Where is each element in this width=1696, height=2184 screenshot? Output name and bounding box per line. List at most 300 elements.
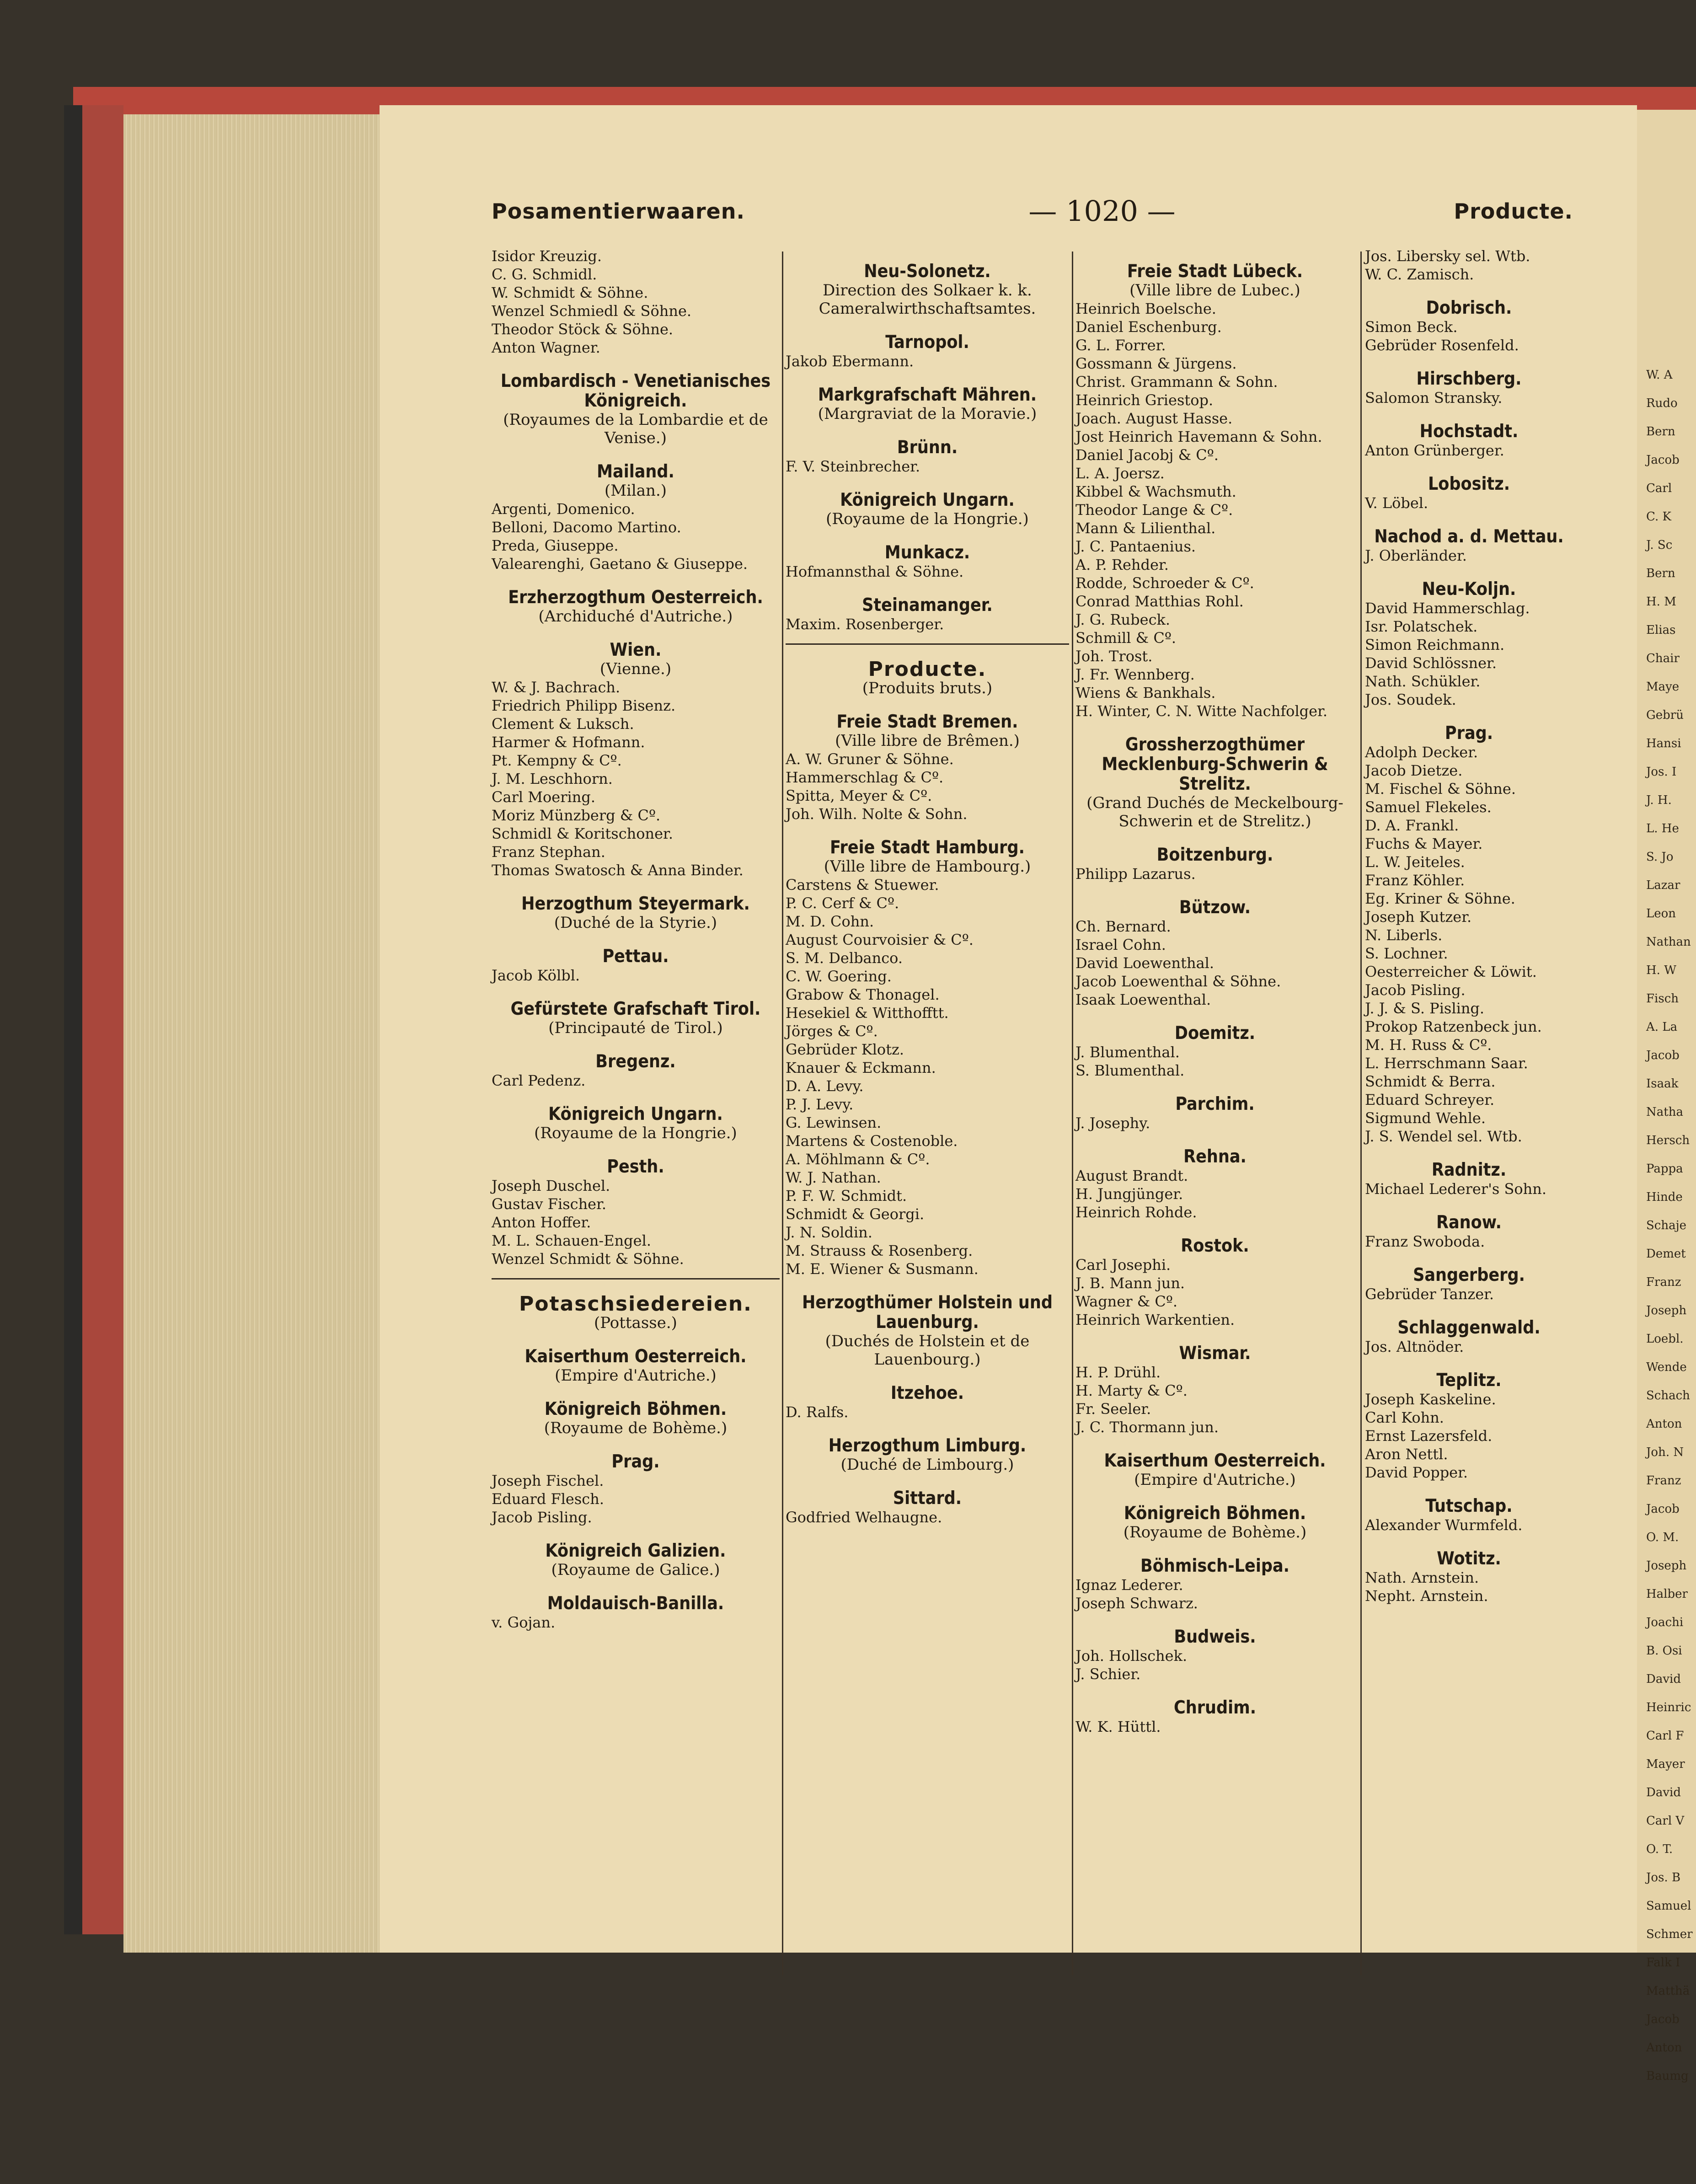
- firm-entry: Gebrüder Klotz.: [786, 1041, 904, 1058]
- firm-entry: Conrad Matthias Rohl.: [1075, 593, 1244, 610]
- next-page-text: Jos. I: [1646, 765, 1677, 779]
- firm-entry: David Popper.: [1365, 1464, 1468, 1481]
- next-page-text: J. H.: [1646, 793, 1672, 807]
- firm-entry: J. Blumenthal.: [1075, 1044, 1180, 1061]
- firm-entry: Joh. Hollschek.: [1075, 1647, 1188, 1665]
- place-heading: Hochstadt.: [1419, 421, 1519, 442]
- french-subtitle: (Ville libre de Lubec.): [1129, 281, 1300, 300]
- firm-entry: Prokop Ratzenbeck jun.: [1365, 1018, 1542, 1035]
- firm-entry: H. Jungjünger.: [1075, 1185, 1183, 1203]
- french-subtitle: (Pottasse.): [594, 1314, 677, 1332]
- firm-entry: Jacob Loewenthal & Söhne.: [1075, 973, 1281, 990]
- firm-entry: Hammerschlag & Cº.: [786, 769, 944, 786]
- firm-entry: J. C. Pantaenius.: [1075, 538, 1196, 555]
- next-page-text: Leon: [1646, 907, 1676, 921]
- place-heading: Königreich Galizien.: [545, 1541, 726, 1561]
- firm-entry: August Courvoisier & Cº.: [786, 931, 974, 948]
- place-heading: Munkacz.: [884, 542, 970, 563]
- firm-entry: Joseph Schwarz.: [1075, 1595, 1198, 1612]
- firm-entry: J. C. Thormann jun.: [1075, 1419, 1219, 1436]
- firm-entry: Clement & Luksch.: [492, 715, 634, 733]
- firm-entry: D. A. Frankl.: [1365, 817, 1459, 834]
- page-edges: [123, 114, 380, 1953]
- firm-entry: Anton Grünberger.: [1365, 442, 1504, 459]
- firm-entry: Harmer & Hofmann.: [492, 733, 645, 751]
- firm-entry: H. P. Drühl.: [1075, 1364, 1161, 1381]
- next-page-text: David: [1646, 1786, 1681, 1799]
- next-page-text: Schmer: [1646, 1927, 1693, 1941]
- firm-entry: Schmidl & Koritschoner.: [492, 825, 673, 842]
- place-heading: Radnitz.: [1431, 1160, 1507, 1180]
- firm-entry: M. Fischel & Söhne.: [1365, 780, 1516, 798]
- firm-entry: L. A. Joersz.: [1075, 465, 1165, 482]
- next-page-text: Mayer: [1646, 1757, 1685, 1771]
- firm-entry: M. L. Schauen-Engel.: [492, 1232, 651, 1249]
- firm-entry: D. A. Levy.: [786, 1077, 864, 1095]
- firm-entry: Friedrich Philipp Bisenz.: [492, 697, 676, 714]
- next-page-text: Carl F: [1646, 1729, 1684, 1743]
- firm-entry: v. Gojan.: [492, 1614, 556, 1631]
- french-subtitle: (Grand Duchés de Meckelbourg-Schwerin et de Strelitz.): [1086, 794, 1343, 830]
- next-page-text: W. A: [1646, 368, 1673, 382]
- next-page-text: Rudo: [1646, 396, 1678, 410]
- firm-entry: Carl Pedenz.: [492, 1072, 586, 1089]
- firm-entry: Philipp Lazarus.: [1075, 865, 1196, 883]
- firm-entry: J. Josephy.: [1075, 1114, 1150, 1132]
- firm-entry: Franz Köhler.: [1365, 872, 1465, 889]
- french-subtitle: (Ville libre de Hambourg.): [824, 857, 1031, 876]
- next-page-text: H. M: [1646, 595, 1676, 609]
- french-subtitle: (Margraviat de la Moravie.): [818, 405, 1037, 423]
- firm-entry: Eg. Kriner & Söhne.: [1365, 890, 1515, 907]
- next-page-text: Demet: [1646, 1247, 1686, 1261]
- header-section-left: Posamentierwaaren.: [492, 199, 745, 224]
- french-subtitle: (Royaume de Galice.): [551, 1561, 720, 1579]
- place-heading: Herzogthum Limburg.: [828, 1435, 1027, 1456]
- firm-entry: Alexander Wurmfeld.: [1365, 1516, 1523, 1534]
- category-heading: Potaschsiedereien.: [519, 1292, 752, 1316]
- french-subtitle: (Principauté de Tirol.): [548, 1019, 723, 1037]
- column-3: [1075, 247, 1354, 2184]
- firm-entry: G. L. Forrer.: [1075, 337, 1166, 354]
- firm-entry: Mann & Lilienthal.: [1075, 519, 1216, 537]
- next-page-text: Schaje: [1646, 1219, 1687, 1232]
- firm-entry: Salomon Stransky.: [1365, 389, 1503, 407]
- page-number: — 1020 —: [1028, 194, 1176, 228]
- column-2: [786, 247, 1069, 2184]
- next-page-text: Baumg: [1646, 2069, 1689, 2083]
- next-page-text: Fisch: [1646, 992, 1679, 1006]
- firm-entry: M. H. Russ & Cº.: [1365, 1036, 1492, 1054]
- firm-entry: Jos. Libersky sel. Wtb.: [1365, 247, 1530, 265]
- next-page-text: O. M.: [1646, 1531, 1679, 1544]
- section-rule: [786, 643, 1069, 645]
- firm-entry: W. K. Hüttl.: [1075, 1718, 1161, 1735]
- firm-entry: Oesterreicher & Löwit.: [1365, 963, 1537, 980]
- firm-entry: J. Oberländer.: [1365, 547, 1467, 564]
- next-page-text: Carl V: [1646, 1814, 1685, 1828]
- place-heading: Königreich Ungarn.: [548, 1104, 723, 1124]
- place-heading: Tutschap.: [1425, 1496, 1513, 1516]
- next-page-text: Joseph: [1646, 1304, 1687, 1317]
- place-heading: Wismar.: [1179, 1343, 1251, 1364]
- place-heading: Neu-Solonetz.: [864, 261, 991, 282]
- firm-entry: Eduard Schreyer.: [1365, 1091, 1495, 1108]
- next-page-text: Anton: [1646, 2041, 1682, 2055]
- firm-entry: J. M. Leschhorn.: [492, 770, 613, 787]
- firm-entry: J. J. & S. Pisling.: [1365, 1000, 1485, 1017]
- next-page-text: Falk I: [1646, 1956, 1680, 1970]
- next-page-text: David: [1646, 1672, 1681, 1686]
- next-page-text: Anton: [1646, 1417, 1682, 1431]
- place-heading: Moldauisch-Banilla.: [547, 1593, 724, 1614]
- firm-entry: Franz Stephan.: [492, 843, 605, 861]
- next-page-text: Maye: [1646, 680, 1680, 694]
- french-subtitle: (Royaumes de la Lombardie et de Venise.): [503, 411, 768, 447]
- firm-entry: S. M. Delbanco.: [786, 949, 903, 967]
- firm-entry: Ignaz Lederer.: [1075, 1576, 1183, 1594]
- firm-entry: P. C. Cerf & Cº.: [786, 894, 899, 912]
- place-heading: Tarnopol.: [885, 332, 969, 353]
- place-heading: Gefürstete Grafschaft Tirol.: [510, 999, 761, 1019]
- place-heading: Herzogthümer Holstein und Lauenburg.: [802, 1292, 1053, 1333]
- place-heading: Prag.: [611, 1451, 660, 1472]
- french-subtitle: (Archiduché d'Autriche.): [538, 607, 733, 626]
- firm-entry: Pt. Kempny & Cº.: [492, 752, 622, 769]
- firm-entry: V. Löbel.: [1365, 494, 1428, 512]
- firm-entry: N. Liberls.: [1365, 926, 1443, 944]
- next-page-text: Schach: [1646, 1389, 1690, 1402]
- french-subtitle: (Duchés de Holstein et de Lauenbourg.): [825, 1332, 1030, 1369]
- french-subtitle: (Empire d'Autriche.): [555, 1366, 717, 1385]
- next-page-text: O. T.: [1646, 1842, 1673, 1856]
- column-4: [1365, 247, 1573, 2184]
- firm-entry: Gebrüder Rosenfeld.: [1365, 337, 1519, 354]
- firm-entry: Schmidt & Georgi.: [786, 1205, 925, 1223]
- next-page-text: J. Sc: [1646, 538, 1673, 552]
- firm-entry: Joseph Fischel.: [492, 1472, 604, 1489]
- firm-entry: Wagner & Cº.: [1075, 1293, 1178, 1310]
- page-header: [492, 194, 1573, 236]
- firm-entry: Grabow & Thonagel.: [786, 986, 940, 1003]
- firm-entry: Knauer & Eckmann.: [786, 1059, 936, 1076]
- next-page-text: Jacob: [1646, 1049, 1680, 1062]
- firm-entry: Theodor Lange & Cº.: [1075, 501, 1233, 519]
- firm-entry: Daniel Eschenburg.: [1075, 318, 1222, 336]
- next-page-text: Joseph: [1646, 1559, 1687, 1573]
- place-heading: Königreich Böhmen.: [544, 1399, 727, 1419]
- place-heading: Kaiserthum Oesterreich.: [1104, 1451, 1326, 1471]
- firm-entry: W. J. Nathan.: [786, 1169, 881, 1186]
- next-page-text: Hersch: [1646, 1134, 1690, 1147]
- next-page-fragment: [1637, 110, 1696, 2083]
- section-rule: [492, 1278, 780, 1279]
- firm-entry: Adolph Decker.: [1365, 744, 1478, 761]
- french-subtitle: (Milan.): [604, 482, 667, 500]
- firm-entry: Jos. Altnöder.: [1365, 1338, 1464, 1355]
- place-heading: Budweis.: [1174, 1627, 1256, 1647]
- french-subtitle: (Vienne.): [599, 660, 672, 678]
- next-page-text: Franz: [1646, 1275, 1681, 1289]
- firm-entry: Joach. August Hasse.: [1075, 410, 1233, 427]
- firm-entry: P. F. W. Schmidt.: [786, 1187, 907, 1204]
- firm-entry: S. Lochner.: [1365, 945, 1448, 962]
- french-subtitle: Direction des Solkaer k. k. Cameralwirthschaftsamtes.: [819, 281, 1036, 318]
- firm-entry: H. Marty & Cº.: [1075, 1382, 1188, 1399]
- next-page-text: Jacob: [1646, 453, 1680, 467]
- column-1: [492, 247, 780, 2184]
- firm-entry: Daniel Jacobj & Cº.: [1075, 446, 1219, 464]
- firm-entry: Isidor Kreuzig.: [492, 247, 602, 265]
- firm-entry: Joseph Duschel.: [492, 1177, 610, 1194]
- firm-entry: G. Lewinsen.: [786, 1114, 882, 1131]
- firm-entry: Hofmannsthal & Söhne.: [786, 563, 964, 580]
- next-page-text: Halber: [1646, 1587, 1688, 1601]
- firm-entry: David Schlössner.: [1365, 654, 1497, 672]
- french-subtitle: (Duché de Limbourg.): [840, 1456, 1014, 1474]
- place-heading: Pettau.: [602, 946, 669, 967]
- firm-entry: August Brandt.: [1075, 1167, 1188, 1184]
- place-heading: Böhmisch-Leipa.: [1140, 1556, 1289, 1576]
- firm-entry: Gossmann & Jürgens.: [1075, 355, 1237, 372]
- firm-entry: Argenti, Domenico.: [492, 500, 635, 518]
- next-page-text: Franz: [1646, 1474, 1681, 1488]
- firm-entry: Eduard Flesch.: [492, 1490, 604, 1508]
- firm-entry: Michael Lederer's Sohn.: [1365, 1180, 1547, 1198]
- firm-entry: J. Schier.: [1075, 1665, 1141, 1683]
- firm-entry: C. G. Schmidl.: [492, 266, 597, 283]
- next-page-text: H. W: [1646, 964, 1676, 977]
- next-page-text: Jacob: [1646, 2013, 1680, 2026]
- firm-entry: Ernst Lazersfeld.: [1365, 1427, 1493, 1445]
- next-page-text: Bern: [1646, 425, 1675, 439]
- place-heading: Lobositz.: [1428, 474, 1510, 494]
- french-subtitle: (Royaume de Bohème.): [1123, 1523, 1307, 1542]
- firm-entry: Maxim. Rosenberger.: [786, 616, 944, 633]
- firm-entry: Samuel Flekeles.: [1365, 798, 1492, 816]
- place-heading: Ranow.: [1436, 1212, 1502, 1233]
- header-section-right: Producte.: [1454, 199, 1573, 224]
- place-heading: Rostok.: [1181, 1236, 1249, 1256]
- firm-entry: Preda, Giuseppe.: [492, 537, 619, 554]
- place-heading: Wotitz.: [1437, 1548, 1501, 1569]
- place-heading: Prag.: [1445, 723, 1493, 744]
- firm-entry: Heinrich Warkentien.: [1075, 1311, 1235, 1328]
- next-page-text: Nathan: [1646, 935, 1691, 949]
- place-heading: Erzherzogthum Oesterreich.: [508, 587, 763, 608]
- firm-entry: Jacob Pisling.: [492, 1509, 592, 1526]
- next-page-text: A. La: [1646, 1020, 1678, 1034]
- firm-entry: Belloni, Dacomo Martino.: [492, 519, 681, 536]
- firm-entry: Jacob Pisling.: [1365, 981, 1466, 999]
- french-subtitle: (Royaume de la Hongrie.): [534, 1124, 737, 1142]
- place-heading: Sangerberg.: [1413, 1265, 1525, 1285]
- firm-entry: W. & J. Bachrach.: [492, 679, 621, 696]
- firm-entry: Franz Swoboda.: [1365, 1233, 1485, 1250]
- french-subtitle: (Produits bruts.): [862, 679, 993, 697]
- firm-entry: J. N. Soldin.: [786, 1224, 872, 1241]
- place-heading: Mailand.: [597, 461, 674, 482]
- next-page-text: Isaak: [1646, 1077, 1679, 1091]
- firm-entry: Wenzel Schmidt & Söhne.: [492, 1250, 684, 1268]
- place-heading: Rehna.: [1183, 1146, 1247, 1167]
- firm-entry: Schmidt & Berra.: [1365, 1073, 1496, 1090]
- firm-entry: Fuchs & Mayer.: [1365, 835, 1483, 852]
- next-page-text: Samuel: [1646, 1899, 1691, 1913]
- firm-entry: W. Schmidt & Söhne.: [492, 284, 648, 301]
- place-heading: Parchim.: [1175, 1094, 1255, 1114]
- next-page-text: Jacob: [1646, 1502, 1680, 1516]
- firm-entry: Anton Hoffer.: [492, 1214, 591, 1231]
- next-page-text: Bern: [1646, 567, 1675, 580]
- firm-entry: J. S. Wendel sel. Wtb.: [1365, 1128, 1522, 1145]
- next-page-text: Joh. N: [1646, 1445, 1684, 1459]
- firm-entry: Godfried Welhaugne.: [786, 1509, 942, 1526]
- next-page-text: L. He: [1646, 822, 1679, 835]
- firm-entry: Heinrich Rohde.: [1075, 1204, 1197, 1221]
- place-heading: Brünn.: [897, 437, 958, 458]
- firm-entry: Nepht. Arnstein.: [1365, 1587, 1488, 1605]
- place-heading: Sittard.: [893, 1488, 962, 1509]
- firm-entry: David Loewenthal.: [1075, 954, 1214, 972]
- firm-entry: Sigmund Wehle.: [1365, 1109, 1486, 1127]
- firm-entry: Anton Wagner.: [492, 339, 600, 356]
- firm-entry: David Hammerschlag.: [1365, 600, 1530, 617]
- firm-entry: A. W. Gruner & Söhne.: [786, 750, 954, 768]
- place-heading: Neu-Koljn.: [1422, 579, 1516, 600]
- french-subtitle: (Ville libre de Brêmen.): [835, 732, 1020, 750]
- next-page-text: Chair: [1646, 652, 1680, 665]
- column-divider: [782, 252, 783, 1975]
- firm-entry: Gustav Fischer.: [492, 1195, 607, 1213]
- firm-entry: Thomas Swatosch & Anna Binder.: [492, 862, 744, 879]
- french-subtitle: (Royaume de Bohème.): [544, 1419, 728, 1437]
- firm-entry: A. Möhlmann & Cº.: [786, 1151, 930, 1168]
- firm-entry: H. Winter, C. N. Witte Nachfolger.: [1075, 702, 1328, 720]
- firm-entry: Kibbel & Wachsmuth.: [1075, 483, 1236, 500]
- firm-entry: Valearenghi, Gaetano & Giuseppe.: [492, 555, 748, 573]
- place-heading: Dobrisch.: [1426, 298, 1512, 318]
- place-heading: Freie Stadt Bremen.: [836, 712, 1018, 732]
- place-heading: Bregenz.: [595, 1051, 676, 1072]
- place-heading: Herzogthum Steyermark.: [521, 894, 750, 914]
- column-divider: [1072, 252, 1073, 1975]
- place-heading: Itzehoe.: [890, 1383, 964, 1403]
- firm-entry: Martens & Costenoble.: [786, 1132, 958, 1150]
- firm-entry: Carl Moering.: [492, 788, 596, 806]
- firm-entry: Simon Beck.: [1365, 318, 1458, 336]
- place-heading: Hirschberg.: [1416, 369, 1522, 389]
- place-heading: Freie Stadt Lübeck.: [1127, 261, 1303, 282]
- firm-entry: Jacob Dietze.: [1365, 762, 1463, 779]
- firm-entry: Hesekiel & Witthofftt.: [786, 1004, 949, 1022]
- place-heading: Königreich Ungarn.: [840, 490, 1015, 510]
- firm-entry: Nath. Schükler.: [1365, 673, 1481, 690]
- firm-entry: Jakob Ebermann.: [786, 353, 914, 370]
- firm-entry: C. W. Goering.: [786, 968, 892, 985]
- place-heading: Kaiserthum Oesterreich.: [524, 1346, 747, 1367]
- place-heading: Bützow.: [1179, 897, 1251, 918]
- next-page-text: S. Jo: [1646, 850, 1674, 864]
- next-page-text: Gebrü: [1646, 708, 1684, 722]
- firm-entry: Carl Kohn.: [1365, 1409, 1444, 1426]
- firm-entry: Wenzel Schmiedl & Söhne.: [492, 302, 692, 320]
- place-heading: Königreich Böhmen.: [1124, 1503, 1306, 1524]
- firm-entry: M. Strauss & Rosenberg.: [786, 1242, 973, 1259]
- firm-entry: Nath. Arnstein.: [1365, 1569, 1479, 1586]
- firm-entry: Simon Reichmann.: [1365, 636, 1505, 653]
- place-heading: Wien.: [610, 640, 662, 660]
- firm-entry: P. J. Levy.: [786, 1096, 854, 1113]
- column-divider: [1360, 252, 1362, 1975]
- place-heading: Teplitz.: [1436, 1370, 1502, 1391]
- next-page-text: Heinric: [1646, 1701, 1691, 1714]
- firm-entry: Wiens & Bankhals.: [1075, 684, 1216, 701]
- firm-entry: A. P. Rehder.: [1075, 556, 1169, 573]
- firm-entry: Jacob Kölbl.: [492, 967, 580, 984]
- firm-entry: Israel Cohn.: [1075, 936, 1166, 953]
- next-page-text: Hinde: [1646, 1190, 1683, 1204]
- firm-entry: Aron Nettl.: [1365, 1445, 1448, 1463]
- firm-entry: J. G. Rubeck.: [1075, 611, 1171, 628]
- next-page-text: Elias: [1646, 623, 1676, 637]
- next-page-text: Jos. B: [1646, 1871, 1681, 1884]
- firm-entry: J. Fr. Wennberg.: [1075, 666, 1195, 683]
- firm-entry: M. E. Wiener & Susmann.: [786, 1260, 979, 1278]
- category-heading: Producte.: [868, 658, 987, 681]
- firm-entry: Isr. Polatschek.: [1365, 618, 1478, 635]
- french-subtitle: (Duché de la Styrie.): [554, 914, 717, 932]
- place-heading: Nachod a. d. Mettau.: [1374, 526, 1564, 547]
- firm-entry: L. Herrschmann Saar.: [1365, 1055, 1528, 1072]
- firm-entry: Moriz Münzberg & Cº.: [492, 807, 661, 824]
- firm-entry: Joh. Wilh. Nolte & Sohn.: [786, 805, 968, 823]
- french-subtitle: (Royaume de la Hongrie.): [826, 510, 1029, 528]
- place-heading: Boitzenburg.: [1156, 845, 1273, 865]
- firm-entry: Rodde, Schroeder & Cº.: [1075, 574, 1254, 592]
- firm-entry: Schmill & Cº.: [1075, 629, 1177, 647]
- place-heading: Lombardisch - Venetianisches Königreich.: [500, 371, 771, 411]
- firm-entry: Isaak Loewenthal.: [1075, 991, 1211, 1008]
- firm-entry: F. V. Steinbrecher.: [786, 458, 920, 475]
- firm-entry: Heinrich Boelsche.: [1075, 300, 1216, 317]
- firm-entry: W. C. Zamisch.: [1365, 266, 1474, 283]
- firm-entry: Carstens & Stuewer.: [786, 876, 939, 894]
- next-page-text: B. Osi: [1646, 1644, 1682, 1658]
- firm-entry: Joseph Kutzer.: [1365, 908, 1472, 926]
- place-heading: Grossherzogthümer Mecklenburg-Schwerin & Strelitz.: [1102, 734, 1328, 794]
- firm-entry: Jost Heinrich Havemann & Sohn.: [1075, 428, 1322, 445]
- firm-entry: Christ. Grammann & Sohn.: [1075, 373, 1278, 391]
- next-page-text: Pappa: [1646, 1162, 1683, 1176]
- place-heading: Schlaggenwald.: [1397, 1317, 1541, 1338]
- place-heading: Markgrafschaft Mähren.: [818, 385, 1037, 405]
- firm-entry: Joseph Kaskeline.: [1365, 1391, 1496, 1408]
- firm-entry: Spitta, Meyer & Cº.: [786, 787, 932, 804]
- next-page-text: Hansi: [1646, 737, 1681, 750]
- firm-entry: Gebrüder Tanzer.: [1365, 1285, 1494, 1303]
- firm-entry: S. Blumenthal.: [1075, 1062, 1185, 1079]
- book-cover-side: [82, 105, 123, 1934]
- firm-entry: Theodor Stöck & Söhne.: [492, 321, 674, 338]
- next-page-text: Loebl.: [1646, 1332, 1684, 1346]
- firm-entry: Ch. Bernard.: [1075, 918, 1171, 935]
- firm-entry: J. B. Mann jun.: [1075, 1274, 1185, 1292]
- firm-entry: Jörges & Cº.: [786, 1022, 878, 1040]
- firm-entry: Fr. Seeler.: [1075, 1400, 1151, 1418]
- next-page-text: Natha: [1646, 1105, 1683, 1119]
- next-page-text: Matthä: [1646, 1984, 1690, 1998]
